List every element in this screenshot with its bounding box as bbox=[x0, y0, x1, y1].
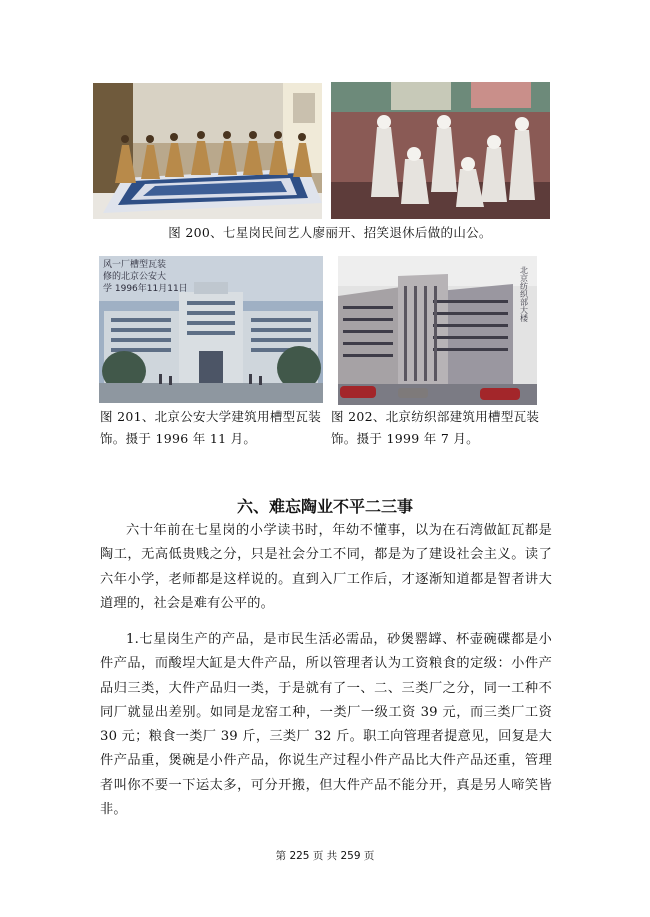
fig201-handwriting-line3: 学 1996年11月11日 bbox=[103, 284, 188, 294]
page-number: 第 225 页 共 259 页 bbox=[275, 850, 375, 862]
fig202-photo bbox=[338, 256, 537, 405]
paragraph-2: 1.七星岗生产的产品，是市民生活必需品，砂煲罂罉、杯壶碗碟都是小件产品，而酸埕大缸是大件产品，所以管理者认为工资粮食的定级：小件产品归三类，大件产品归一类，于是就有了一、二、三类厂之分，同一工种不同厂就显出差别。如同是龙窑工种，一类厂一级工资 39 元，而三类厂工资 30 元；粮食一类厂 39 斤，三类厂 32 斤。职工向管理者提意见，回复是大件产品重，煲碗是小件产品，你说生产过程小件产品比大件产品还重，管理者叫你不要一下运太多，可分开搬，但大件产品不能分开，真是另人啼笑皆非。 bbox=[100, 632, 552, 818]
fig200-photo-right bbox=[331, 82, 550, 219]
fig201-photo bbox=[99, 256, 323, 403]
fig200-photo-left bbox=[93, 83, 322, 219]
fig201-handwriting-line2: 修的北京公安大 bbox=[103, 272, 167, 282]
fig202-handwriting: 北京纺织部大楼 bbox=[519, 266, 529, 322]
fig200-caption: 图 200、七星岗民间艺人廖丽开、招笑退休后做的山公。 bbox=[168, 225, 492, 240]
fig201-caption: 图 201、北京公安大学建筑用槽型瓦装饰。摄于 1996 年 11 月。 bbox=[100, 409, 322, 446]
section-heading: 六、难忘陶业不平二三事 bbox=[236, 497, 413, 516]
fig202-caption: 图 202、北京纺织部建筑用槽型瓦装饰。摄于 1999 年 7 月。 bbox=[331, 409, 540, 446]
fig201-handwriting-line1: 风一厂槽型瓦装 bbox=[103, 260, 167, 270]
paragraph-1: 六十年前在七星岗的小学读书时，年幼不懂事，以为在石湾做缸瓦都是陶工，无高低贵贱之分，只是社会分工不同，都是为了建设社会主义。读了六年小学，老师都是这样说的。直到入厂工作后，才逐渐知道都是智者讲大道理的，社会是难有公平的。 bbox=[100, 523, 552, 611]
